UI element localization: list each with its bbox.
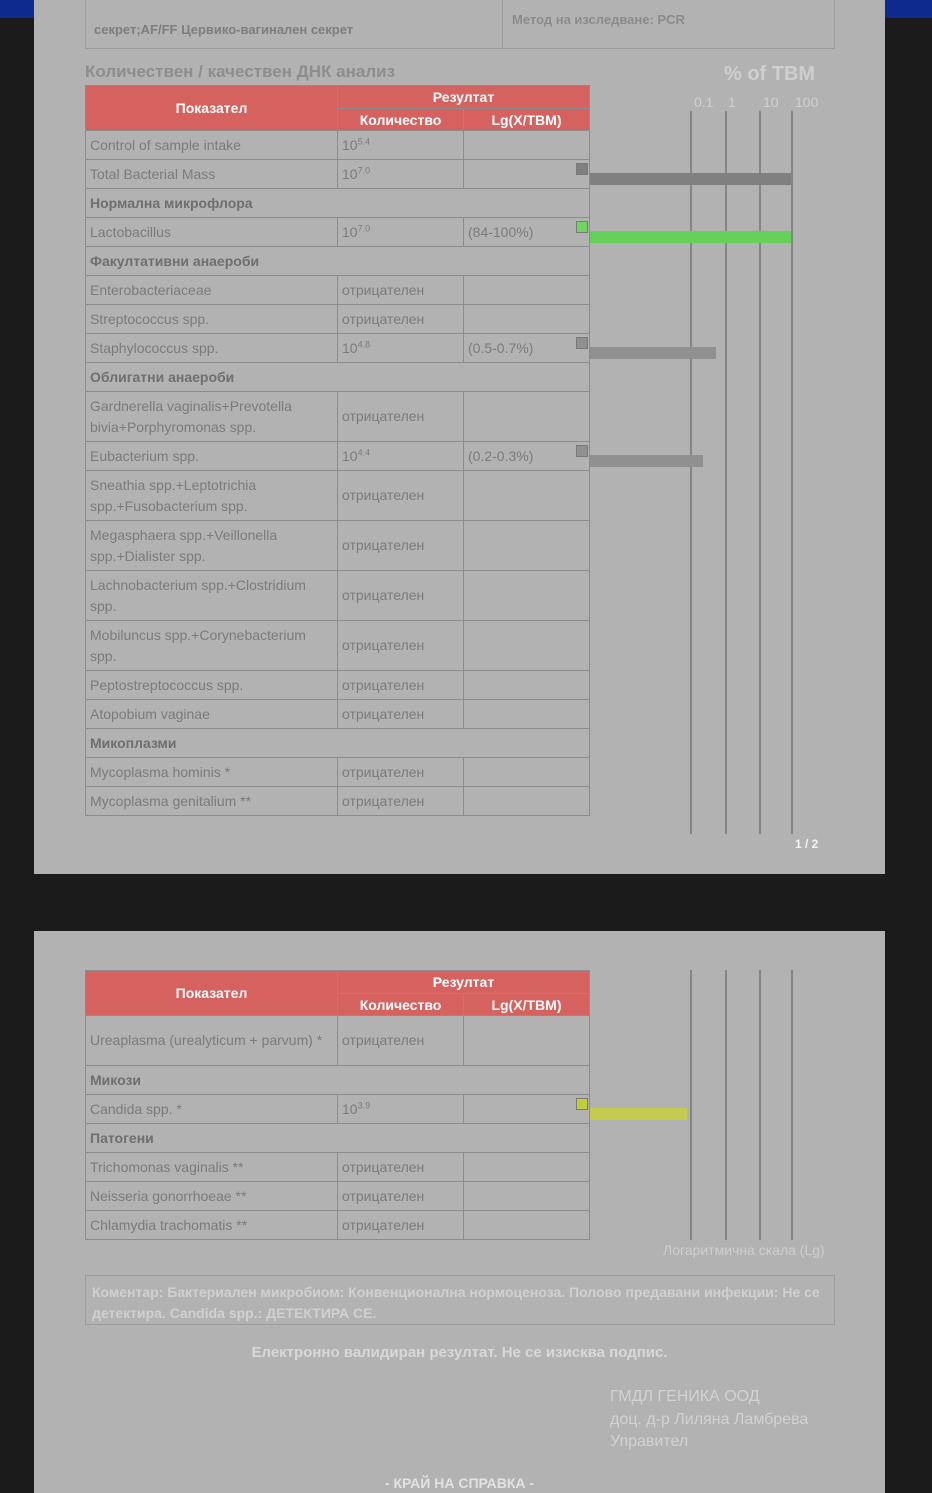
gridline-0 (690, 111, 692, 834)
lg-header: Lg(X/TBM) (464, 109, 590, 131)
quantity-base: 10 (342, 447, 358, 464)
lg-cell (464, 571, 590, 621)
lg-cell (464, 442, 590, 471)
validation-note: Електронно валидиран резултат. Не се изисква подпис. (251, 1344, 668, 1361)
quantity-cell (338, 218, 464, 247)
category-label: Облигатни анаероби (86, 363, 590, 392)
quantity-cell: отрицателен (338, 1211, 464, 1240)
table-row (86, 571, 590, 621)
abundance-bar (590, 173, 791, 185)
color-marker-icon (576, 163, 588, 175)
indicator-name: Mycoplasma hominis * (86, 758, 338, 787)
lg-cell (464, 160, 590, 189)
indicator-name: Peptostreptococcus spp. (86, 671, 338, 700)
table-row (86, 787, 590, 816)
quantity-exponent: 4.8 (357, 338, 371, 349)
quantity-cell: отрицателен (338, 1182, 464, 1211)
comment-box: Коментар: Бактериален микробиом: Конвенционална нормоценоза. Полово предавани инфекции: Не се детектира. Candida spp.: ДЕТЕКТИРА СЕ. (85, 1275, 835, 1325)
quantity-cell (338, 442, 464, 471)
quantity-cell: отрицателен (338, 1016, 464, 1066)
indicator-name: Enterobacteriaceae (86, 276, 338, 305)
quantity-cell (338, 131, 464, 160)
table-row (86, 1095, 590, 1124)
lg-cell (464, 471, 590, 521)
lg-cell (464, 1211, 590, 1240)
category-row (86, 1124, 590, 1153)
category-label: Факултативни анаероби (86, 247, 590, 276)
table-row (86, 521, 590, 571)
quantity-cell: отрицателен (338, 305, 464, 334)
lg-value: (0.5-0.7%) (468, 339, 534, 356)
indicator-name: Streptococcus spp. (86, 305, 338, 334)
section-title: Количествен / качествен ДНК анализ (85, 62, 396, 81)
lg-cell (464, 1095, 590, 1124)
table-row (86, 1182, 590, 1211)
gridline-0 (690, 970, 692, 1240)
indicator-name: Total Bacterial Mass (86, 160, 338, 189)
quantity-cell: отрицателен (338, 787, 464, 816)
end-of-report: - КРАЙ НА СПРАВКА - (384, 1475, 535, 1491)
table-row (86, 442, 590, 471)
quantity-cell (338, 334, 464, 363)
quantity-exponent: 3.9 (357, 1099, 371, 1110)
category-row (86, 363, 590, 392)
table-row (86, 218, 590, 247)
scale-label-100: 100 (795, 94, 819, 110)
lg-cell (464, 392, 590, 442)
signer-name: доц. д-р Лиляна Ламбрева (610, 1410, 809, 1428)
results-table-2 (85, 970, 590, 1240)
quantity-cell (338, 1095, 464, 1124)
quantity-base: 10 (342, 165, 358, 182)
quantity-cell: отрицателен (338, 471, 464, 521)
table-row (86, 700, 590, 729)
quantity-base: 10 (342, 136, 358, 153)
lg-cell (464, 1016, 590, 1066)
indicator-name: Candida spp. * (86, 1095, 338, 1124)
signer-block (610, 1386, 808, 1454)
quantity-header: Количество (338, 994, 464, 1016)
lg-cell (464, 1153, 590, 1182)
lg-cell (464, 131, 590, 160)
sample-info-box (85, 0, 835, 49)
table-row (86, 621, 590, 671)
table-row (86, 305, 590, 334)
lg-cell (464, 1182, 590, 1211)
quantity-cell: отрицателен (338, 392, 464, 442)
category-row (86, 247, 590, 276)
abundance-bar (590, 1108, 687, 1120)
indicator-name: Atopobium vaginae (86, 700, 338, 729)
table-row (86, 276, 590, 305)
lg-value: (84-100%) (468, 223, 534, 240)
indicator-header: Показател (86, 86, 338, 131)
lg-cell (464, 671, 590, 700)
table-row (86, 1153, 590, 1182)
quantity-cell: отрицателен (338, 700, 464, 729)
quantity-cell: отрицателен (338, 758, 464, 787)
lg-cell (464, 276, 590, 305)
lg-cell (464, 334, 590, 363)
gridline-1 (725, 970, 727, 1240)
lg-value: (0.2-0.3%) (468, 447, 534, 464)
abundance-bar (590, 455, 703, 467)
gridline-3 (791, 970, 793, 1240)
category-label: Патогени (86, 1124, 590, 1153)
quantity-exponent: 7.0 (357, 222, 371, 233)
indicator-name: Trichomonas vaginalis ** (86, 1153, 338, 1182)
quantity-cell: отрицателен (338, 571, 464, 621)
quantity-exponent: 5.4 (357, 135, 371, 146)
indicator-name: Control of sample intake (86, 131, 338, 160)
lg-cell (464, 218, 590, 247)
color-marker-icon (576, 1098, 588, 1110)
quantity-base: 10 (342, 1100, 358, 1117)
category-label: Нормална микрофлора (86, 189, 590, 218)
indicator-name: Staphylococcus spp. (86, 334, 338, 363)
quantity-cell: отрицателен (338, 276, 464, 305)
quantity-exponent: 7.0 (357, 164, 371, 175)
table-row (86, 131, 590, 160)
scale-label-10: 10 (763, 94, 779, 110)
lg-cell (464, 521, 590, 571)
result-header: Резултат (338, 971, 590, 994)
category-row (86, 729, 590, 758)
quantity-cell: отрицателен (338, 621, 464, 671)
table-row (86, 334, 590, 363)
lg-header: Lg(X/TBM) (464, 994, 590, 1016)
gridline-2 (759, 970, 761, 1240)
quantity-exponent: 4.4 (357, 446, 371, 457)
abundance-bar (590, 231, 791, 243)
indicator-name: Mobiluncus spp.+Corynebacterium spp. (86, 621, 338, 671)
indicator-name: Megasphaera spp.+Veillonella spp.+Dialister spp. (86, 521, 338, 571)
table-row (86, 1016, 590, 1066)
report-page-1 (34, 0, 885, 874)
table-row (86, 758, 590, 787)
category-label: Микози (86, 1066, 590, 1095)
table-row (86, 160, 590, 189)
scale-label-0-1: 0.1 (694, 94, 714, 110)
indicator-name: Eubacterium spp. (86, 442, 338, 471)
category-row (86, 1066, 590, 1095)
indicator-name: Sneathia spp.+Leptotrichia spp.+Fusobacterium spp. (86, 471, 338, 521)
lg-cell (464, 758, 590, 787)
results-table-1 (85, 85, 590, 816)
indicator-name: Neisseria gonorrhoeae ** (86, 1182, 338, 1211)
indicator-name: Lachnobacterium spp.+Clostridium spp. (86, 571, 338, 621)
table-row (86, 471, 590, 521)
category-label: Микоплазми (86, 729, 590, 758)
lg-cell (464, 621, 590, 671)
table-row (86, 1211, 590, 1240)
result-header: Резултат (338, 86, 590, 109)
lg-cell (464, 305, 590, 334)
lg-cell (464, 787, 590, 816)
quantity-cell: отрицателен (338, 671, 464, 700)
scale-label-1: 1 (728, 94, 736, 110)
indicator-name: Ureaplasma (urealyticum + parvum) * (86, 1016, 338, 1066)
quantity-cell: отрицателен (338, 1153, 464, 1182)
abundance-bar (590, 347, 716, 359)
table-row (86, 671, 590, 700)
quantity-cell: отрицателен (338, 521, 464, 571)
indicator-name: Lactobacillus (86, 218, 338, 247)
indicator-header: Показател (86, 971, 338, 1016)
gridline-2 (759, 111, 761, 834)
report-page-2 (34, 931, 885, 1493)
quantity-header: Количество (338, 109, 464, 131)
indicator-name: Mycoplasma genitalium ** (86, 787, 338, 816)
category-row (86, 189, 590, 218)
quantity-cell (338, 160, 464, 189)
gridline-3 (791, 111, 793, 834)
color-marker-icon (576, 445, 588, 457)
log-scale-label: Логаритмична скала (Lg) (663, 1242, 825, 1258)
sample-type: секрет;AF/FF Цервико-вагинален секрет (94, 22, 354, 37)
table-row (86, 392, 590, 442)
signer-role: Управител (610, 1433, 689, 1450)
color-marker-icon (576, 337, 588, 349)
indicator-name: Chlamydia trachomatis ** (86, 1211, 338, 1240)
chart-title: % of TBM (724, 63, 816, 85)
signer-org: ГМДЛ ГЕНИКА ООД (610, 1388, 760, 1405)
page-number: 1 / 2 (795, 837, 819, 851)
gridline-1 (725, 111, 727, 834)
quantity-base: 10 (342, 339, 358, 356)
test-method: Метод на изследване: PCR (512, 12, 685, 27)
indicator-name: Gardnerella vaginalis+Prevotella bivia+Porphyromonas spp. (86, 392, 338, 442)
color-marker-icon (576, 221, 588, 233)
lg-cell (464, 700, 590, 729)
quantity-base: 10 (342, 223, 358, 240)
